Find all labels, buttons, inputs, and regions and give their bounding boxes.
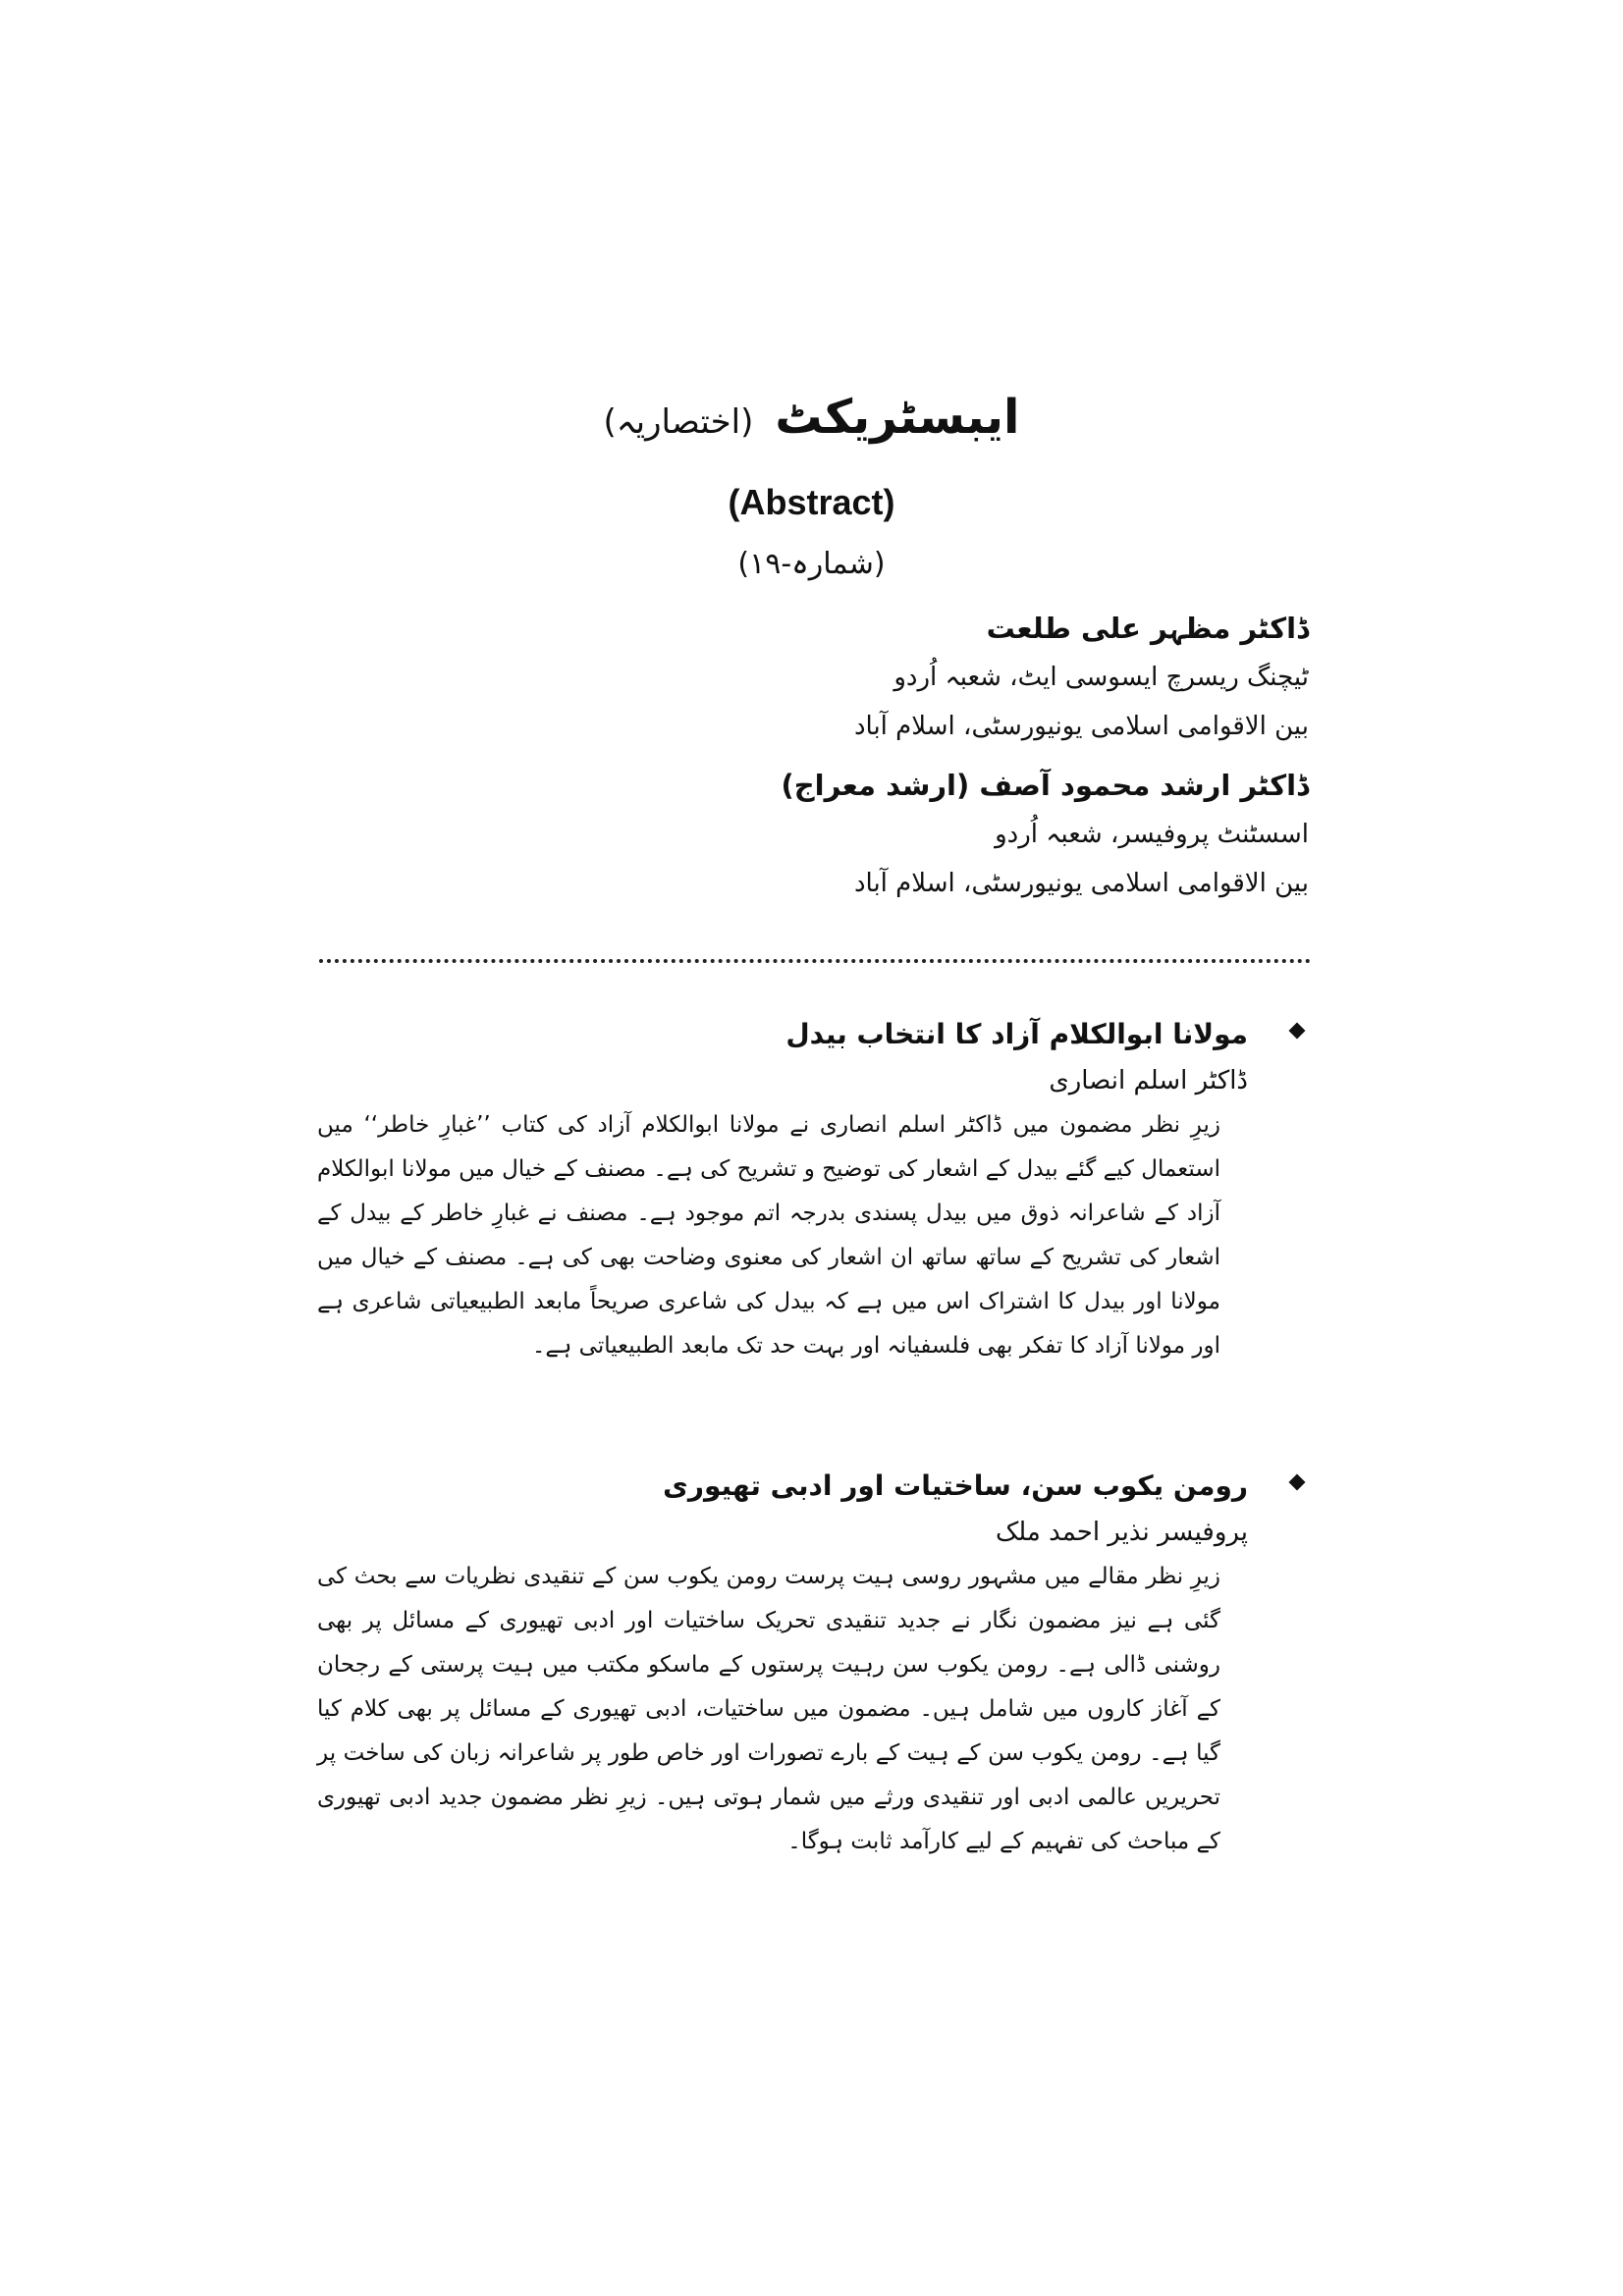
abstract-entry — [317, 1011, 1309, 1368]
page-title — [0, 388, 1623, 452]
author-name: ڈاکٹر ارشد محمود آصف (ارشد معراج) — [781, 769, 1309, 802]
author-name: ڈاکٹر مظہر علی طلعت — [986, 612, 1309, 645]
entry-author: پروفیسر نذیر احمد ملک — [996, 1518, 1248, 1547]
authors-block — [425, 604, 1309, 908]
entry-heading — [317, 1463, 1309, 1510]
author-1 — [425, 604, 1309, 751]
title-english: (Abstract) — [728, 482, 895, 522]
issue-number: (شمارہ-۱۹) — [737, 547, 886, 581]
entry-title: مولانا ابوالکلام آزاد کا انتخاب بیدل — [785, 1018, 1248, 1050]
author-designation: ٹیچنگ ریسرچ ایسوسی ایٹ، شعبہ اُردو — [893, 663, 1309, 692]
abstract-entry — [317, 1463, 1309, 1864]
author-designation: اسسٹنٹ پروفیسر، شعبہ اُردو — [995, 820, 1309, 849]
diamond-bullet-icon — [1289, 1474, 1306, 1491]
entry-title: رومن یکوب سن، ساختیات اور ادبی تھیوری — [663, 1469, 1248, 1502]
dotted-divider — [319, 959, 1311, 963]
entry-body: زیرِ نظر مقالے میں مشہور روسی ہیت پرست رومن یکوب سن کے تنقیدی نظریات سے بحث کی گئی ہے نیز مضمون نگار نے جدید تنقیدی تحریک ساختیات اور ادبی تھیوری کے مسائل پر بھی روشنی ڈالی ہے۔ رومن یکوب سن رہیت پرستوں کے ماسکو مکتب میں ہیت پرستی کے رجحان کے آغاز کاروں میں شامل ہیں۔ مضمون میں ساختیات، ادبی تھیوری کے مسائل پر بھی کلام کیا گیا ہے۔ رومن یکوب سن کے ہیت کے بارے تصورات اور خاص طور پر شاعرانہ زبان کی ساخت پر تحریریں عالمی ادبی اور تنقیدی ورثے میں شمار ہوتی ہیں۔ زیرِ نظر مضمون جدید ادبی تھیوری کے مباحث کی تفہیم کے لیے کارآمد ثابت ہوگا۔ — [317, 1564, 1220, 1854]
author-2 — [425, 761, 1309, 908]
author-institution: بین الاقوامی اسلامی یونیورسٹی، اسلام آباد — [853, 869, 1309, 898]
entry-heading — [317, 1011, 1309, 1058]
title-urdu-subtitle: (اختصاریہ) — [603, 402, 754, 442]
entry-body: زیرِ نظر مضمون میں ڈاکٹر اسلم انصاری نے مولانا ابوالکلام آزاد کی کتاب ’’غبارِ خاطر‘‘ میں استعمال کیے گئے بیدل کے اشعار کی توضیح و تشریح کی ہے۔ مصنف کے خیال میں مولانا ابوالکلام آزاد کے شاعرانہ ذوق میں بیدل پسندی بدرجہ اتم موجود ہے۔ مصنف نے غبارِ خاطر کے بیدل کے اشعار کی تشریح کے ساتھ ساتھ ان اشعار کی معنوی وضاحت بھی کی ہے۔ مصنف کے خیال میں مولانا اور بیدل کا اشتراک اس میں ہے کہ بیدل کی شاعری صریحاً مابعد الطبیعیاتی شاعری ہے اور مولانا آزاد کا تفکر بھی فلسفیانہ اور بہت حد تک مابعد الطبیعیاتی ہے۔ — [317, 1112, 1220, 1359]
title-urdu: ایبسٹریکٹ — [775, 390, 1020, 445]
entry-author: ڈاکٹر اسلم انصاری — [1049, 1066, 1248, 1095]
diamond-bullet-icon — [1289, 1023, 1306, 1040]
author-institution: بین الاقوامی اسلامی یونیورسٹی، اسلام آباد — [853, 712, 1309, 741]
